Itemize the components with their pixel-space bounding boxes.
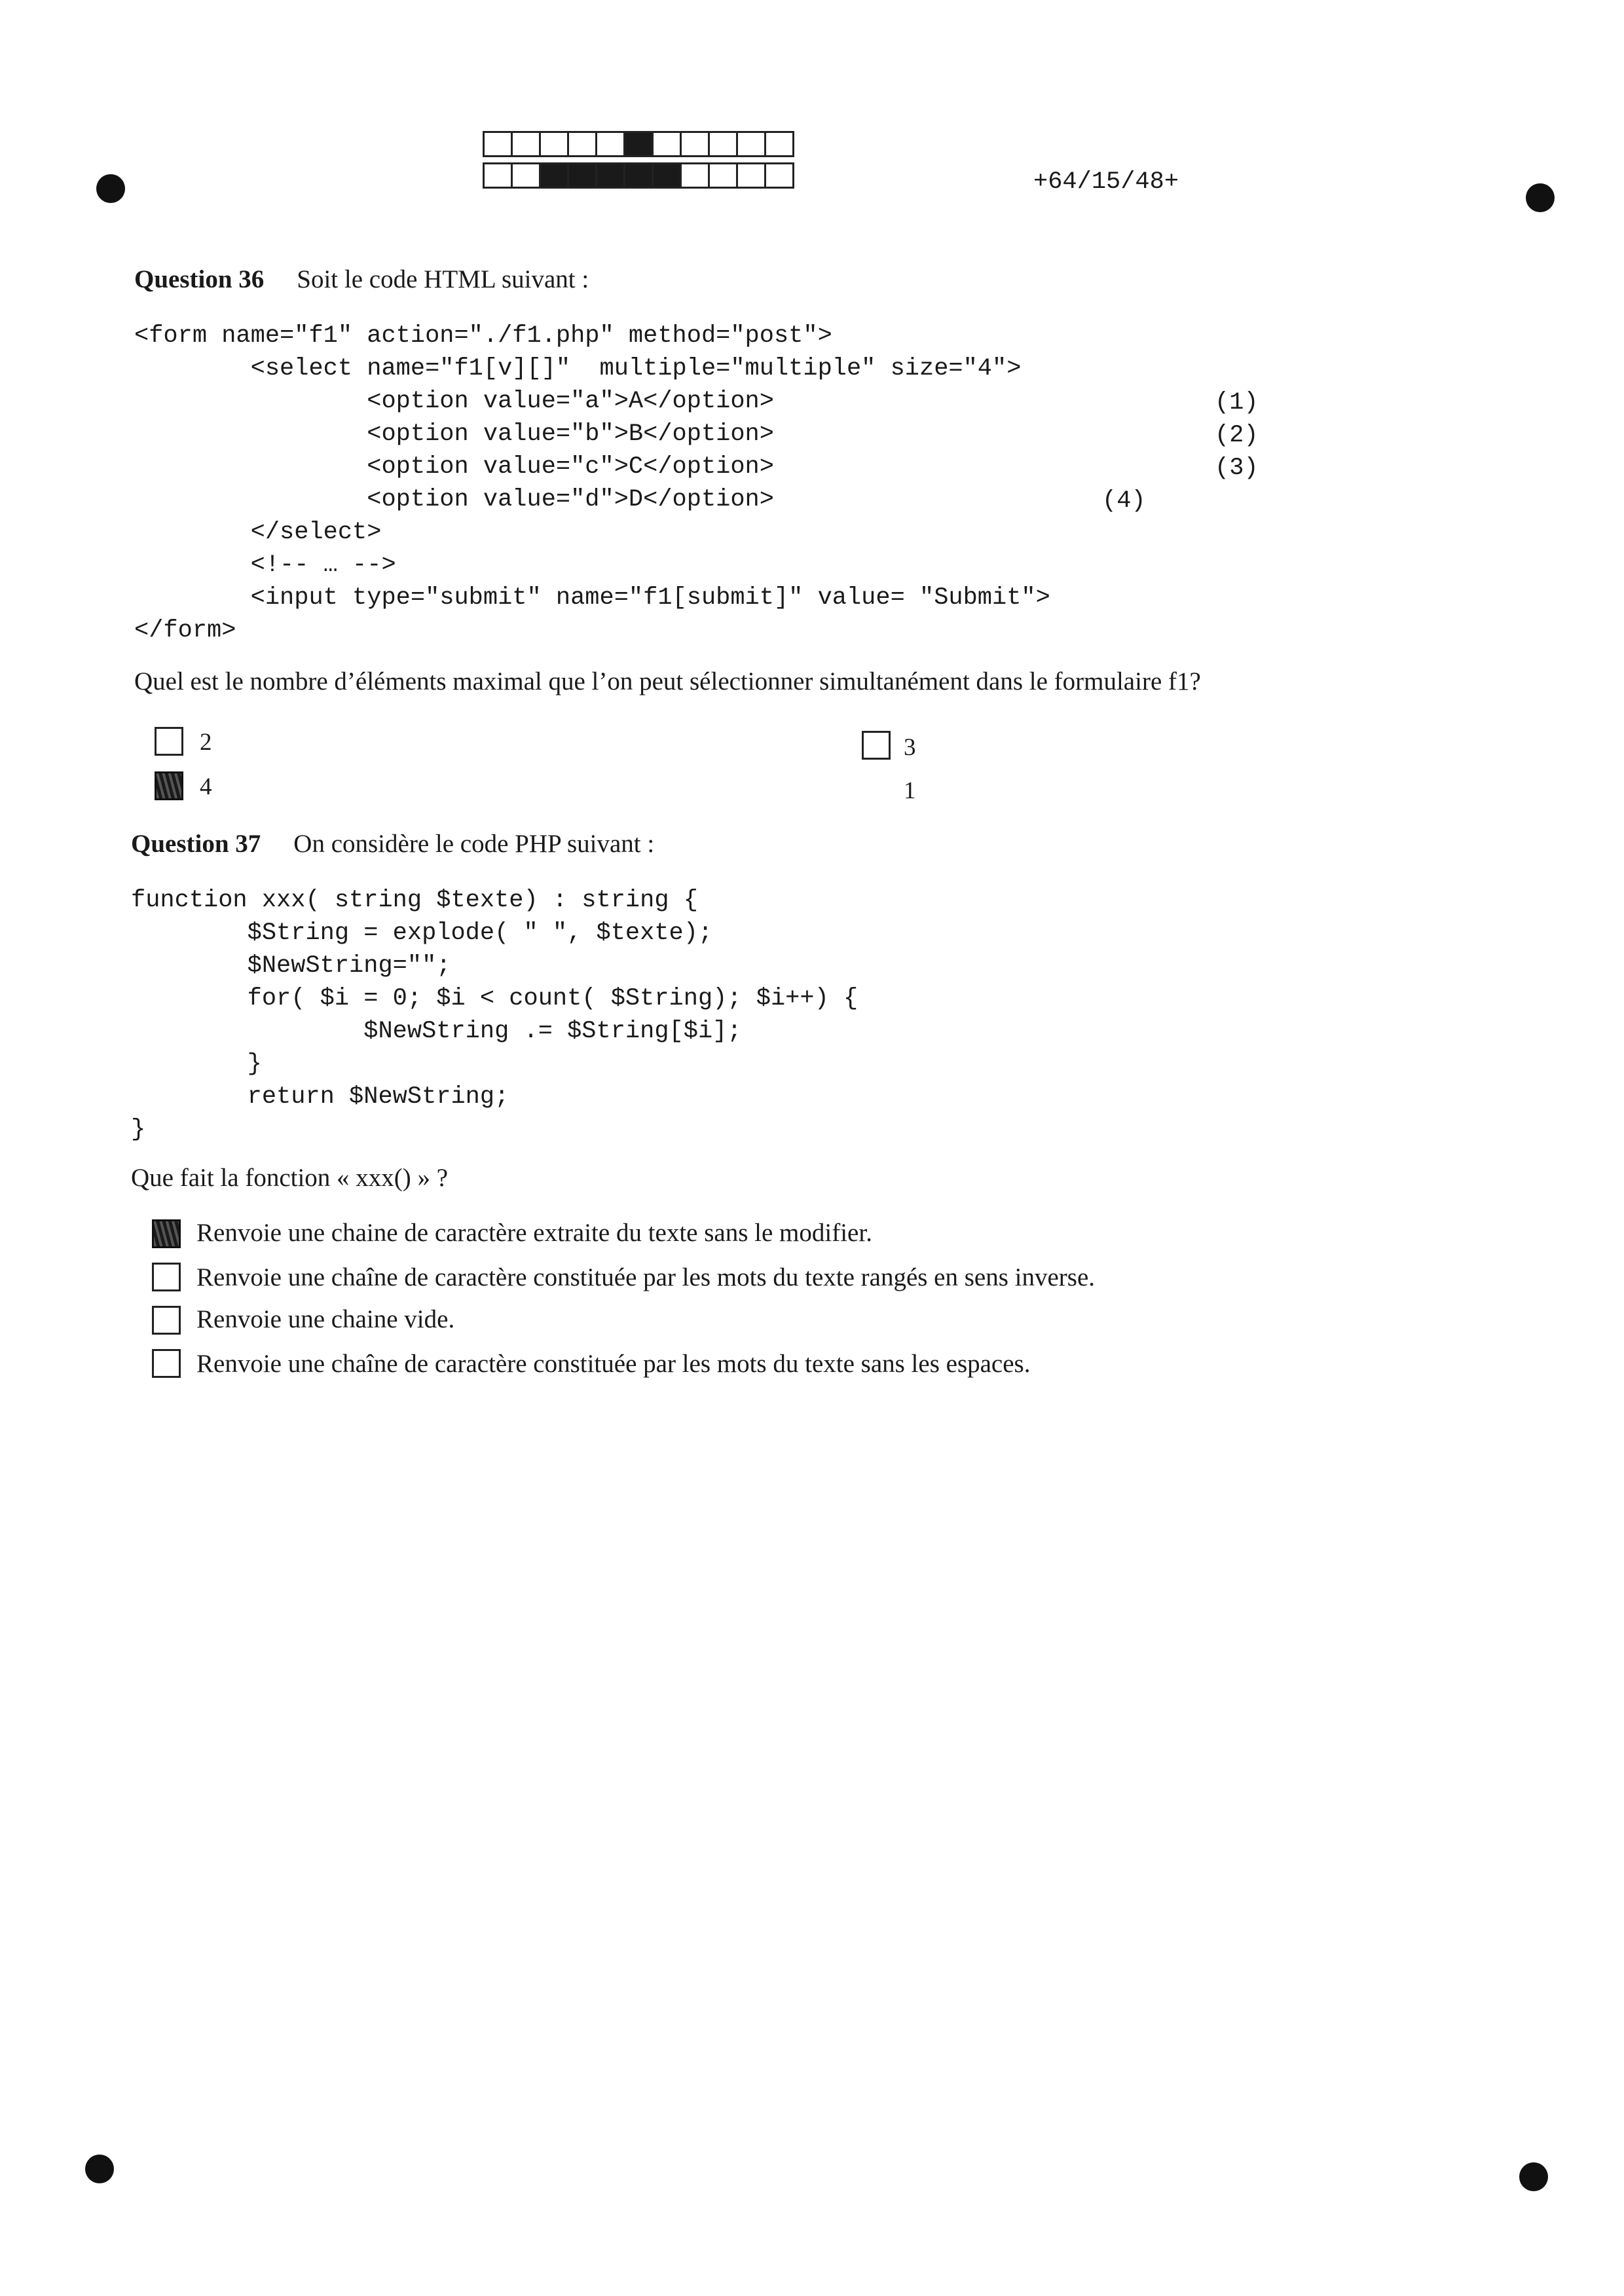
barcode-cell <box>567 131 597 157</box>
answer-checkbox-extract[interactable] <box>152 1219 181 1248</box>
barcode-cell <box>595 131 625 157</box>
line-number-2: (2) <box>1215 422 1259 449</box>
code-line: } <box>131 1050 262 1078</box>
barcode-bottom-row <box>483 162 792 189</box>
registration-mark-bottom-left <box>85 2155 114 2183</box>
answer-checkbox-no-spaces[interactable] <box>152 1349 181 1378</box>
line-number-1: (1) <box>1215 389 1259 417</box>
answer-checkbox-3[interactable] <box>862 731 891 760</box>
question-37-heading <box>131 829 654 859</box>
registration-mark-bottom-right <box>1519 2162 1548 2191</box>
code-line: <select name="f1[v][]" multiple="multiple" size="4"> <box>134 355 1022 382</box>
answer-label-4: 4 <box>200 773 212 800</box>
barcode-cell <box>652 162 682 189</box>
answer-checkbox-4[interactable] <box>155 771 183 800</box>
code-line: $NewString .= $String[$i]; <box>131 1018 742 1045</box>
line-number-4: (4) <box>1102 487 1146 515</box>
answer-checkbox-2[interactable] <box>155 727 183 756</box>
barcode-cell <box>511 131 541 157</box>
barcode-cell <box>595 162 625 189</box>
barcode-cell <box>652 131 682 157</box>
registration-mark-top-left <box>96 174 125 203</box>
line-number-3: (3) <box>1215 454 1259 482</box>
question-36-heading <box>134 265 589 294</box>
barcode-cell <box>483 131 513 157</box>
barcode-top-row <box>483 131 792 157</box>
answer-checkbox-empty[interactable] <box>152 1306 181 1335</box>
barcode-cell <box>511 162 541 189</box>
code-line: <!-- … --> <box>134 551 396 579</box>
answer-label-reverse: Renvoie une chaîne de caractère constituée par les mots du texte rangés en sens inverse. <box>196 1263 1096 1291</box>
barcode-cell <box>483 162 513 189</box>
html-code-block <box>134 320 1050 647</box>
code-line: $String = explode( " ", $texte); <box>131 919 713 947</box>
answer-label-extract: Renvoie une chaine de caractère extraite du texte sans le modifier. <box>196 1219 872 1247</box>
question-36-text: Quel est le nombre d’éléments maximal que l’on peut sélectionner simultanément dans le formulaire f1? <box>134 667 1201 695</box>
code-line: </form> <box>134 617 236 644</box>
code-line: $NewString=""; <box>131 952 451 980</box>
barcode-cell <box>736 131 766 157</box>
barcode-cell <box>764 131 794 157</box>
code-line: <option value="b">B</option> <box>134 420 774 448</box>
code-line: </select> <box>134 519 382 546</box>
page-identifier: +64/15/48+ <box>1033 168 1179 196</box>
answer-label-empty: Renvoie une chaine vide. <box>196 1305 455 1333</box>
barcode-cell <box>567 162 597 189</box>
barcode-cell <box>623 131 654 157</box>
barcode-cell <box>623 162 654 189</box>
code-line: for( $i = 0; $i < count( $String); $i++) { <box>131 985 858 1012</box>
code-line: <form name="f1" action="./f1.php" method="post"> <box>134 322 832 350</box>
answer-label-3: 3 <box>904 734 916 761</box>
answer-label-1: 1 <box>904 777 916 804</box>
answer-checkbox-reverse[interactable] <box>152 1263 181 1291</box>
code-line: return $NewString; <box>131 1083 509 1111</box>
barcode-cell <box>680 162 710 189</box>
barcode-cell <box>708 131 738 157</box>
code-line: <option value="a">A</option> <box>134 388 774 415</box>
barcode-cell <box>539 131 569 157</box>
barcode-cell <box>764 162 794 189</box>
code-line: <option value="c">C</option> <box>134 453 774 481</box>
barcode-cell <box>539 162 569 189</box>
code-line: } <box>131 1116 146 1143</box>
code-line: <input type="submit" name="f1[submit]" value= "Submit"> <box>134 584 1050 612</box>
php-code-block <box>131 884 858 1146</box>
code-line: function xxx( string $texte) : string { <box>131 887 698 914</box>
question-37-prompt: On considère le code PHP suivant : <box>293 830 655 858</box>
question-37-label: Question 37 <box>131 830 261 858</box>
question-36-label: Question 36 <box>134 265 265 293</box>
code-line: <option value="d">D</option> <box>134 486 774 513</box>
answer-label-2: 2 <box>200 729 212 756</box>
question-37-text: Que fait la fonction « xxx() » ? <box>131 1164 449 1192</box>
registration-mark-top-right <box>1526 183 1555 212</box>
barcode-cell <box>680 131 710 157</box>
barcode-cell <box>736 162 766 189</box>
answer-label-no-spaces: Renvoie une chaîne de caractère constituée par les mots du texte sans les espaces. <box>196 1350 1031 1378</box>
question-36-prompt: Soit le code HTML suivant : <box>297 265 589 293</box>
barcode-cell <box>708 162 738 189</box>
